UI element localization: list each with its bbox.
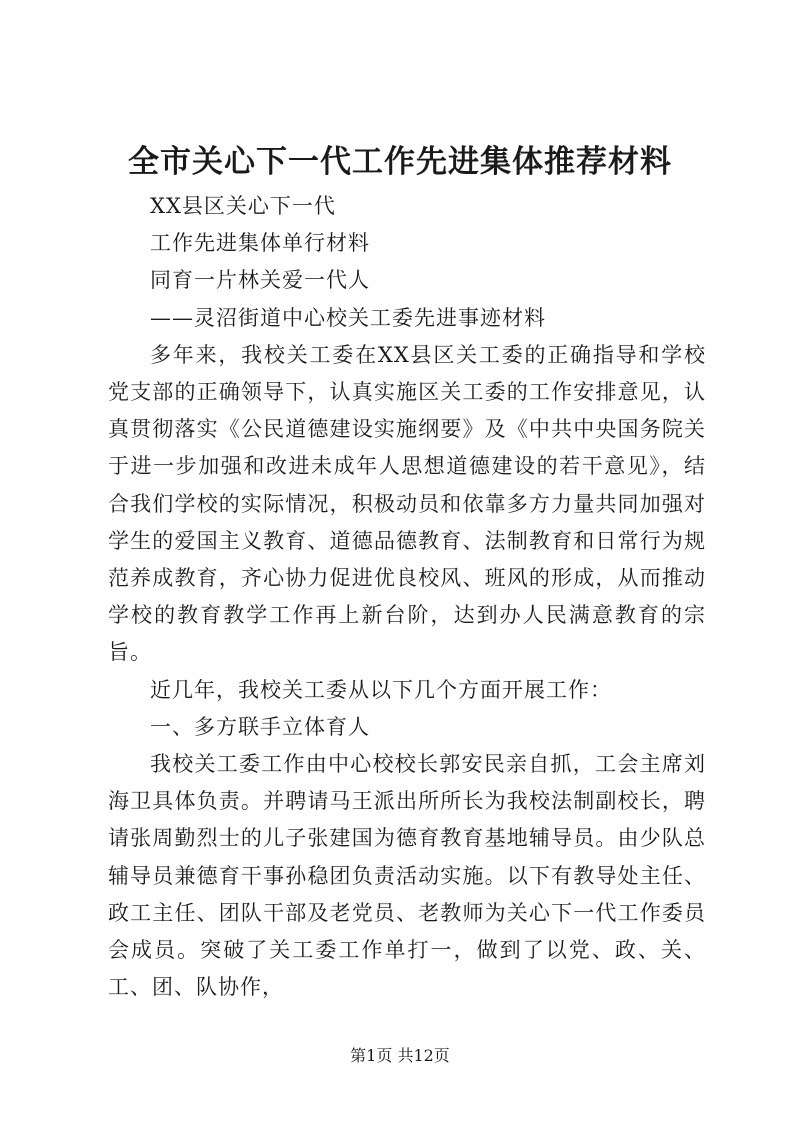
paragraph: 我校关工委工作由中心校校长郭安民亲自抓，工会主席刘海卫具体负责。并聘请马王派出所所长为我校法制副校长，聘请张周勤烈士的儿子张建国为德育教育基地辅导员。由少队总辅导员兼德育干事孙稳团负责活动实施。以下有教导处主任、政工主任、团队干部及老党员、老教师为关心下一代工作委员会成员。突破了关工委工作单打一，做到了以党、政、关、工、团、队协作， bbox=[108, 752, 706, 1000]
document-body bbox=[108, 188, 706, 1006]
page-footer: 第1页 共12页 bbox=[350, 1046, 450, 1065]
subtitle-line: ——灵沼街道中心校关工委先进事迹材料 bbox=[150, 305, 546, 330]
subtitle-line: 同育一片林关爱一代人 bbox=[150, 268, 370, 293]
paragraph: 多年来，我校关工委在XX县区关工委的正确指导和学校党支部的正确领导下，认真实施区关工委的工作安排意见，认真贯彻落实《公民道德建设实施纲要》及《中共中央国务院关于进一步加强和改进未成年人思想道德建设的若干意见》，结合我们学校的实际情况，积极动员和依靠多方力量共同加强对学生的爱国主义教育、道德品德教育、法制教育和日常行为规范养成教育，齐心协力促进优良校风、班风的形成，从而推动学校的教育教学工作再上新台阶，达到办人民满意教育的宗旨。 bbox=[108, 342, 706, 665]
section-heading: 一、多方联手立体育人 bbox=[150, 714, 370, 739]
subtitle-line: 工作先进集体单行材料 bbox=[150, 231, 370, 256]
subtitle-line: XX县区关心下一代 bbox=[150, 194, 336, 218]
page-title: 全市关心下一代工作先进集体推荐材料 bbox=[128, 144, 672, 180]
paragraph: 近几年，我校关工委从以下几个方面开展工作： bbox=[150, 677, 612, 702]
